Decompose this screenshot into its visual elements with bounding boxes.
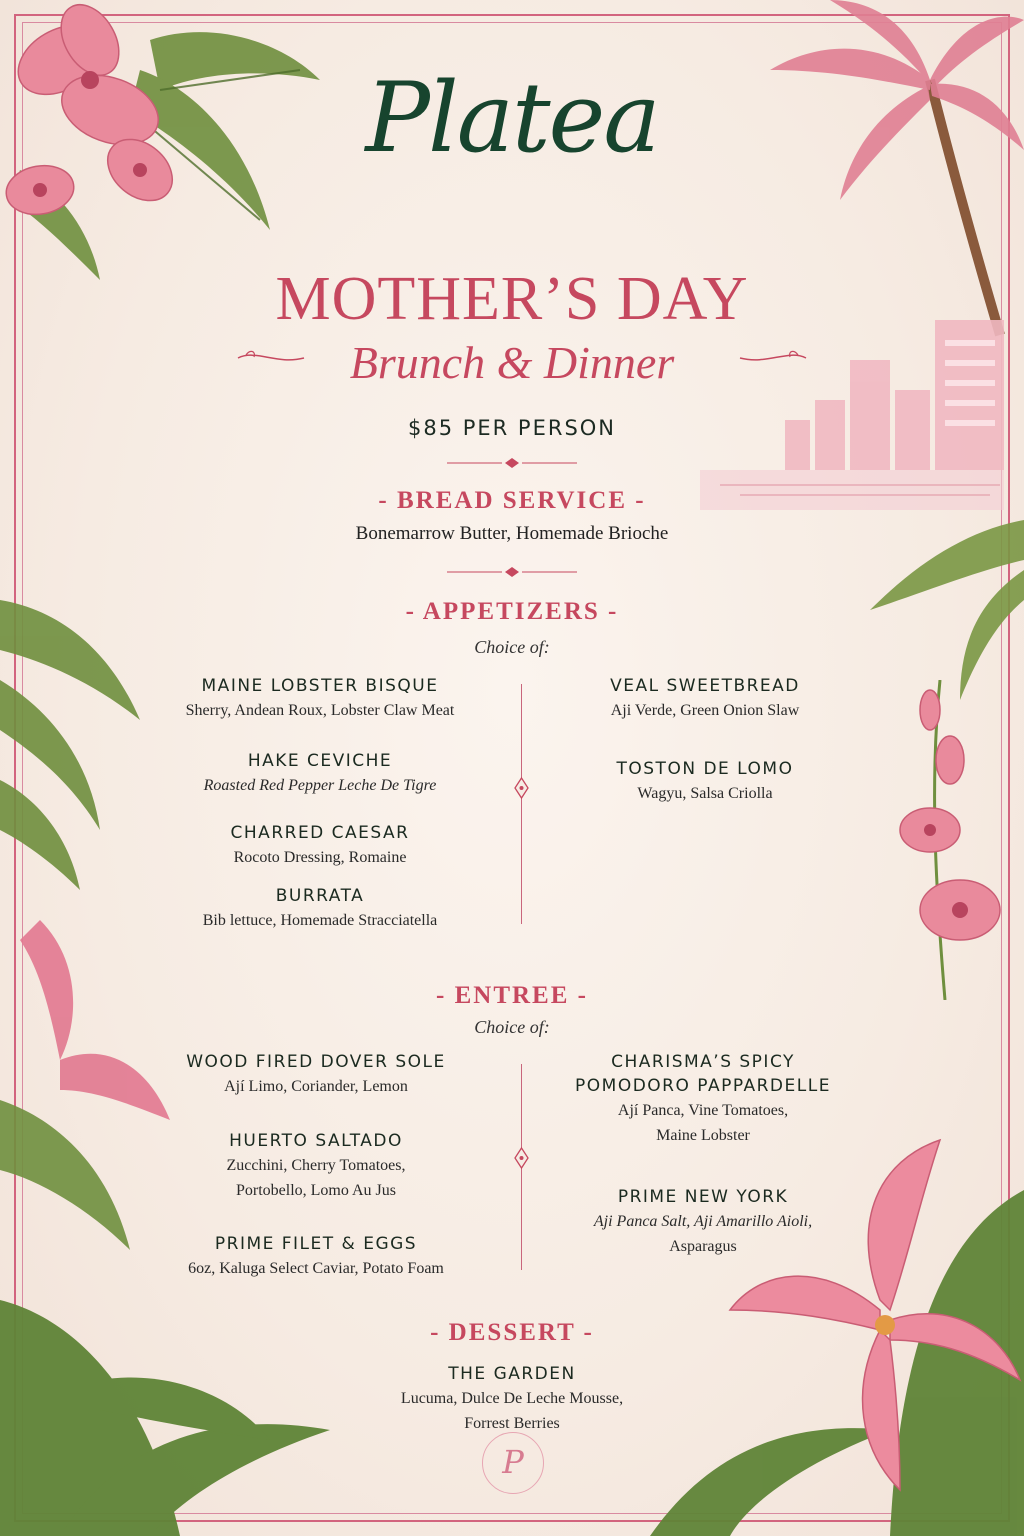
bread-service-description: Bonemarrow Butter, Homemade Brioche [355,523,669,544]
dish-description: 6oz, Kaluga Select Caviar, Potato Foam [188,1260,444,1277]
dish-name: CHARRED CAESAR [230,823,410,843]
appetizer-item [120,749,520,798]
appetizer-item [505,757,905,806]
dish-name: HAKE CEVICHE [247,751,393,771]
dish-description-line: Ají Panca, Vine Tomatoes, [617,1102,789,1119]
dish-description: Sherry, Andean Roux, Lobster Claw Meat [185,702,455,719]
dish-description: Wagyu, Salsa Criolla [637,785,773,802]
dish-name: PRIME NEW YORK [617,1187,789,1207]
dish-name: HUERTO SALTADO [229,1131,403,1151]
appetizer-item [505,674,905,723]
dish-description: Rocoto Dressing, Romaine [233,849,407,866]
dish-description-line: Maine Lobster [656,1127,750,1144]
brand-logo: Platea [365,62,659,174]
entree-item [116,1232,516,1281]
divider-ornament [447,456,577,470]
dish-name: THE GARDEN [448,1364,576,1384]
dessert-heading: - DESSERT - [430,1319,594,1346]
entree-choice-label: Choice of: [474,1017,550,1037]
price-per-person: $85 PER PERSON [407,416,617,440]
dish-description: Aji Verde, Green Onion Slaw [610,702,800,719]
dish-description: Roasted Red Pepper Leche De Tigre [203,777,437,794]
appetizers-heading: - APPETIZERS - [405,598,619,625]
appetizers-choice-label: Choice of: [474,637,550,657]
entree-item [116,1129,516,1203]
dish-description: Ají Limo, Coriander, Lemon [224,1078,408,1095]
divider-ornament [447,565,577,579]
dish-name-line: POMODORO PAPPARDELLE [575,1076,831,1096]
dish-description-line: Lucuma, Dulce De Leche Mousse, [400,1390,624,1407]
entree-item [503,1050,903,1148]
bread-service-heading: - BREAD SERVICE - [378,487,646,514]
event-title: MOTHER’S DAY [275,265,749,333]
dish-description-line: Aji Panca Salt, Aji Amarillo Aioli, [593,1213,813,1230]
dish-name: PRIME FILET & EGGS [214,1234,418,1254]
entree-item [503,1185,903,1259]
right-flourish-icon [738,345,808,371]
divider-diamond-icon [513,1146,530,1170]
dish-description-line: Portobello, Lomo Au Jus [235,1182,396,1199]
dish-name: MAINE LOBSTER BISQUE [201,676,439,696]
appetizer-item [120,821,520,870]
dish-description: Bib lettuce, Homemade Stracciatella [202,912,438,929]
monogram-seal-icon [482,1432,544,1494]
dish-description-line: Zucchini, Cherry Tomatoes, [226,1157,406,1174]
event-subtitle: Brunch & Dinner [349,337,675,388]
monogram-letter: P [502,1443,524,1481]
appetizer-item [120,884,520,933]
dish-name: BURRATA [275,886,365,906]
dessert-item [0,1362,1024,1436]
dish-description-line: Forrest Berries [464,1415,560,1432]
entree-heading: - ENTREE - [436,982,588,1009]
appetizer-item [120,674,520,723]
entree-item [116,1050,516,1099]
dish-name: TOSTON DE LOMO [616,759,794,779]
dish-description-line: Asparagus [669,1238,737,1255]
dish-name: WOOD FIRED DOVER SOLE [186,1052,446,1072]
dish-name: VEAL SWEETBREAD [610,676,800,696]
dish-name-line: CHARISMA’S SPICY [611,1052,795,1072]
